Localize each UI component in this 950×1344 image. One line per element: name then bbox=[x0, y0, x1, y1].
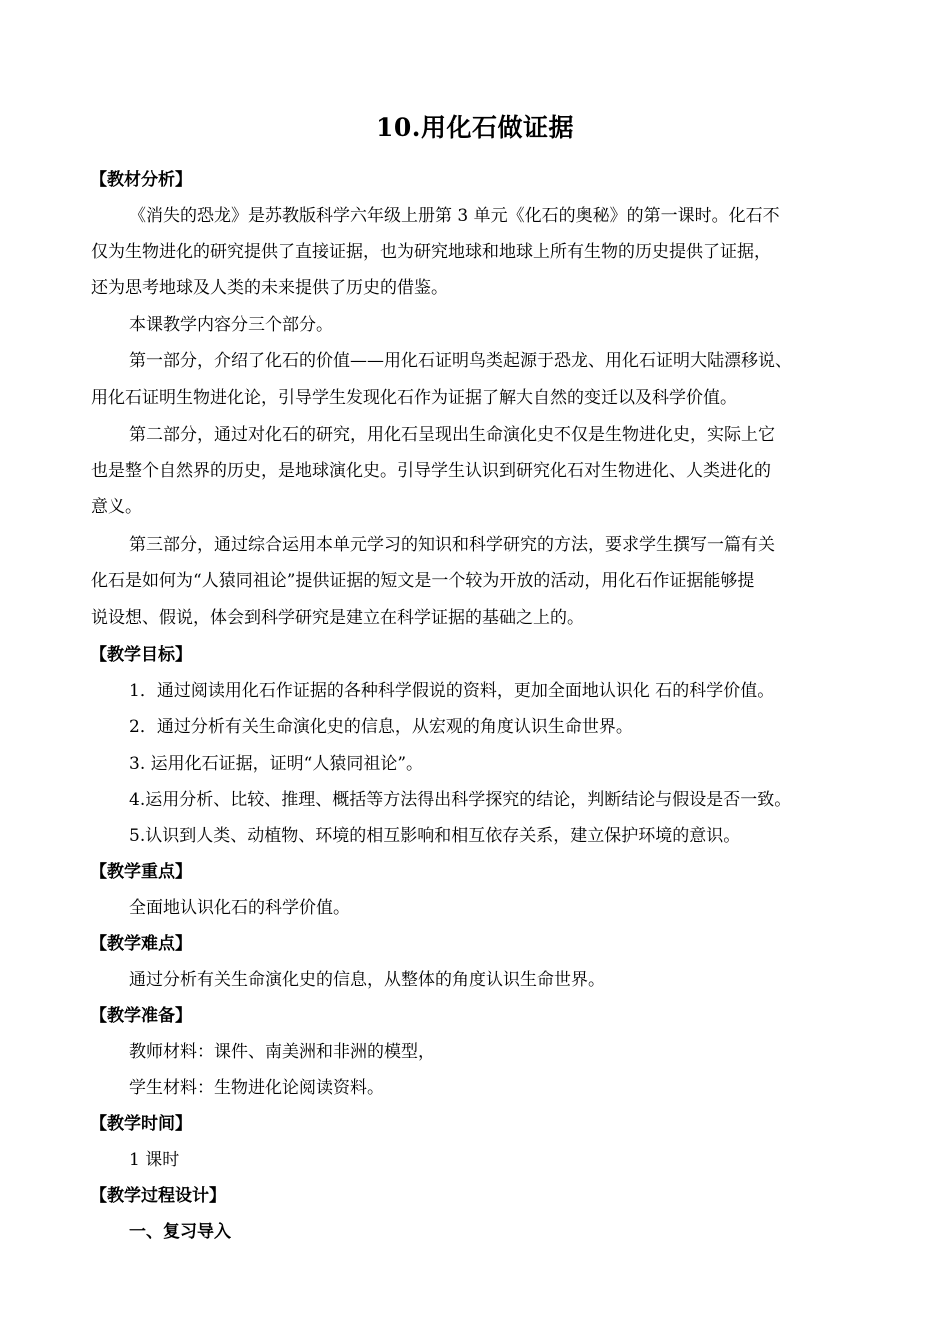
heading-time: 【教学时间】 bbox=[90, 1114, 192, 1134]
goal-item-3: 3. 运用化石证据，证明“人猿同祖论”。 bbox=[129, 754, 424, 774]
heading-goals: 【教学目标】 bbox=[90, 645, 192, 665]
analysis-p1-line3: 还为思考地球及人类的未来提供了历史的借鉴。 bbox=[91, 278, 448, 298]
analysis-p4-line2: 也是整个自然界的历史，是地球演化史。引导学生认识到研究化石对生物进化、人类进化的 bbox=[91, 461, 771, 481]
heading-key-points: 【教学重点】 bbox=[90, 862, 192, 882]
analysis-p3-line2: 用化石证明生物进化论，引导学生发现化石作为证据了解大自然的变迁以及科学价值。 bbox=[91, 388, 737, 408]
heading-difficulties: 【教学难点】 bbox=[90, 934, 192, 954]
preparation-teacher: 教师材料：课件、南美洲和非洲的模型， bbox=[129, 1042, 435, 1062]
goal-item-2: 2．通过分析有关生命演化史的信息，从宏观的角度认识生命世界。 bbox=[129, 717, 633, 737]
goal-item-1: 1．通过阅读用化石作证据的各种科学假说的资料，更加全面地认识化 石的科学价值。 bbox=[129, 681, 775, 701]
analysis-p5-line3: 说设想、假说，体会到科学研究是建立在科学证据的基础之上的。 bbox=[91, 608, 584, 628]
analysis-p2: 本课教学内容分三个部分。 bbox=[129, 315, 333, 335]
key-points-text: 全面地认识化石的科学价值。 bbox=[129, 898, 350, 918]
analysis-p1-line1: 《消失的恐龙》是苏教版科学六年级上册第 3 单元《化石的奥秘》的第一课时。化石不 bbox=[129, 206, 780, 226]
heading-process: 【教学过程设计】 bbox=[90, 1186, 226, 1206]
analysis-p5-line1: 第三部分，通过综合运用本单元学习的知识和科学研究的方法，要求学生撰写一篇有关 bbox=[129, 535, 775, 555]
analysis-p4-line3: 意义。 bbox=[91, 497, 142, 517]
document-title: 10.用化石做证据 bbox=[376, 113, 574, 142]
analysis-p1-line2: 仅为生物进化的研究提供了直接证据，也为研究地球和地球上所有生物的历史提供了证据， bbox=[91, 242, 771, 262]
heading-analysis: 【教材分析】 bbox=[90, 170, 192, 190]
preparation-student: 学生材料：生物进化论阅读资料。 bbox=[129, 1078, 384, 1098]
analysis-p5-line2: 化石是如何为“人猿同祖论”提供证据的短文是一个较为开放的活动，用化石作证据能够提 bbox=[91, 571, 755, 591]
analysis-p3-line1: 第一部分，介绍了化石的价值——用化石证明鸟类起源于恐龙、用化石证明大陆漂移说、 bbox=[129, 351, 792, 371]
goal-item-4: 4.运用分析、比较、推理、概括等方法得出科学探究的结论，判断结论与假设是否一致。 bbox=[129, 790, 792, 810]
difficulties-text: 通过分析有关生命演化史的信息，从整体的角度认识生命世界。 bbox=[129, 970, 605, 990]
analysis-p4-line1: 第二部分，通过对化石的研究，用化石呈现出生命演化史不仅是生物进化史，实际上它 bbox=[129, 425, 775, 445]
time-text: 1 课时 bbox=[129, 1150, 180, 1170]
heading-preparation: 【教学准备】 bbox=[90, 1006, 192, 1026]
process-step-1: 一、复习导入 bbox=[129, 1222, 231, 1242]
goal-item-5: 5.认识到人类、动植物、环境的相互影响和相互依存关系，建立保护环境的意识。 bbox=[129, 826, 741, 846]
